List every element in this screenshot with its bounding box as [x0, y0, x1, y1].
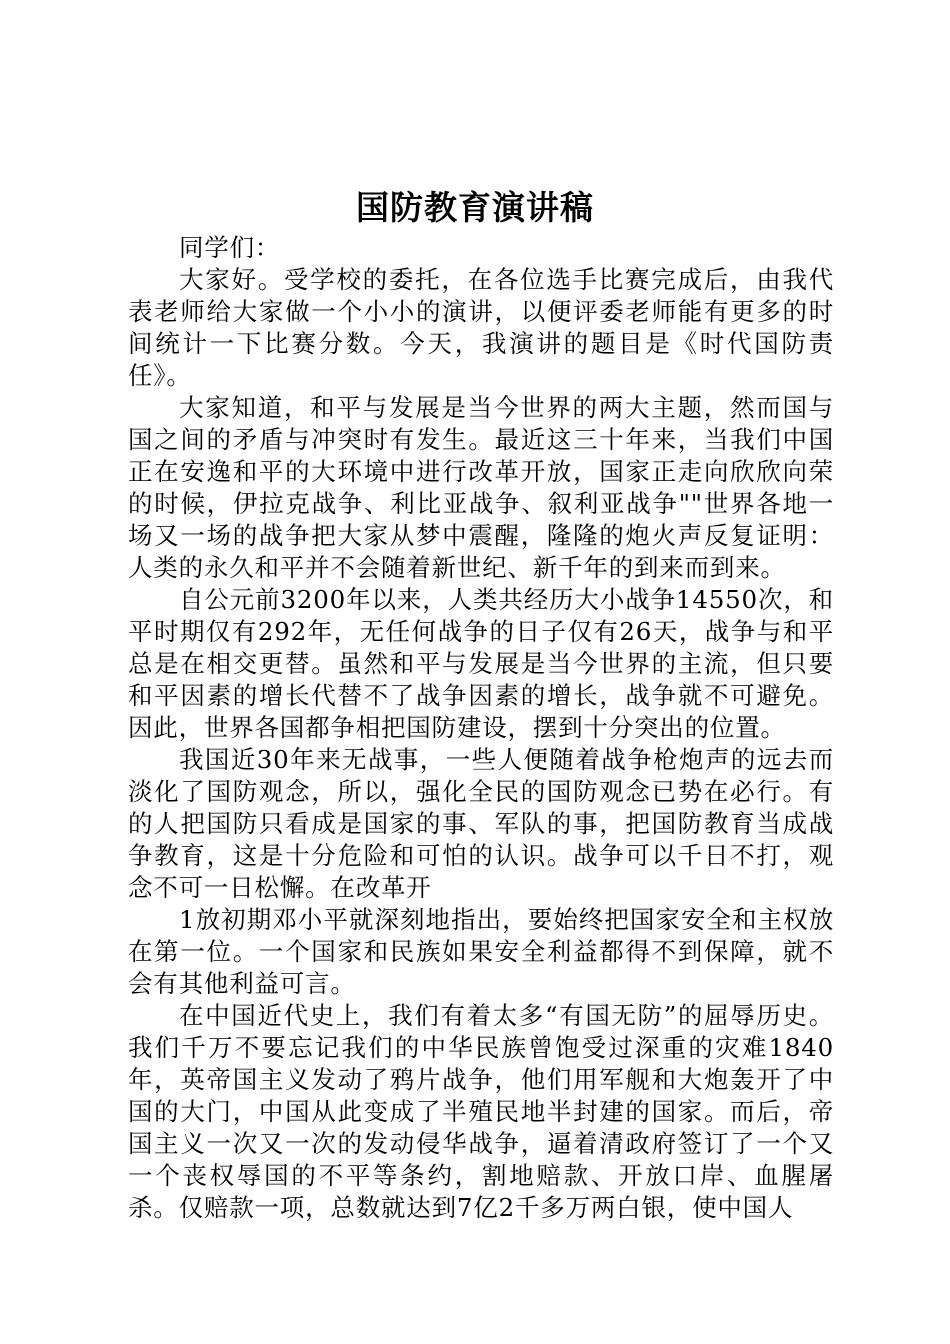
paragraph-1: 大家好。受学校的委托，在各位选手比赛完成后，由我代表老师给大家做一个小小的演讲，以便评委老师能有更多的时间统计一下比赛分数。今天，我演讲的题目是《时代国防责任》。: [128, 265, 834, 390]
salutation: 同学们：: [179, 233, 281, 262]
paragraph-6: 在中国近代史上，我们有着太多“有国无防”的屈辱历史。我们千万不要忘记我们的中华民族曾饱受过深重的灾难1840年，英帝国主义发动了鸦片战争，他们用军舰和大炮轰开了中国的大门，中国从此变成了半殖民地半封建的国家。而后，帝国主义一次又一次的发动侵华战争，逼着清政府签订了一个又一个丧权辱国的不平等条约，割地赔款、开放口岸、血腥屠杀。仅赔款一项，总数就达到7亿2千多万两白银，使中国人: [128, 1001, 834, 1222]
paragraph-3: 自公元前3200年以来，人类共经历大小战争14550次，和平时期仅有292年，无任何战争的日子仅有26天，战争与和平总是在相交更替。虽然和平与发展是当今世界的主流，但只要和平因素的增长代替不了战争因素的增长，战争就不可避免。因此，世界各国都争相把国防建设，摆到十分突出的位置。: [128, 585, 834, 742]
paragraph-5: 1放初期邓小平就深刻地指出，要始终把国家安全和主权放在第一位。一个国家和民族如果安全利益都得不到保障，就不会有其他利益可言。: [128, 905, 834, 998]
document-body: [128, 232, 834, 1224]
document-title: 国防教育演讲稿: [356, 188, 594, 227]
paragraph-2: 大家知道，和平与发展是当今世界的两大主题，然而国与国之间的矛盾与冲突时有发生。最近这三十年来，当我们中国正在安逸和平的大环境中进行改革开放，国家正走向欣欣向荣的时候，伊拉克战争、利比亚战争、叙利亚战争""世界各地一场又一场的战争把大家从梦中震醒，隆隆的炮火声反复证明：人类的永久和平并不会随着新世纪、新千年的到来而到来。: [128, 393, 834, 582]
paragraph-4: 我国近30年来无战事，一些人便随着战争枪炮声的远去而淡化了国防观念，所以，强化全民的国防观念已势在必行。有的人把国防只看成是国家的事、军队的事，把国防教育当成战争教育，这是十分危险和可怕的认识。战争可以千日不打，观念不可一日松懈。在改革开: [128, 745, 834, 902]
